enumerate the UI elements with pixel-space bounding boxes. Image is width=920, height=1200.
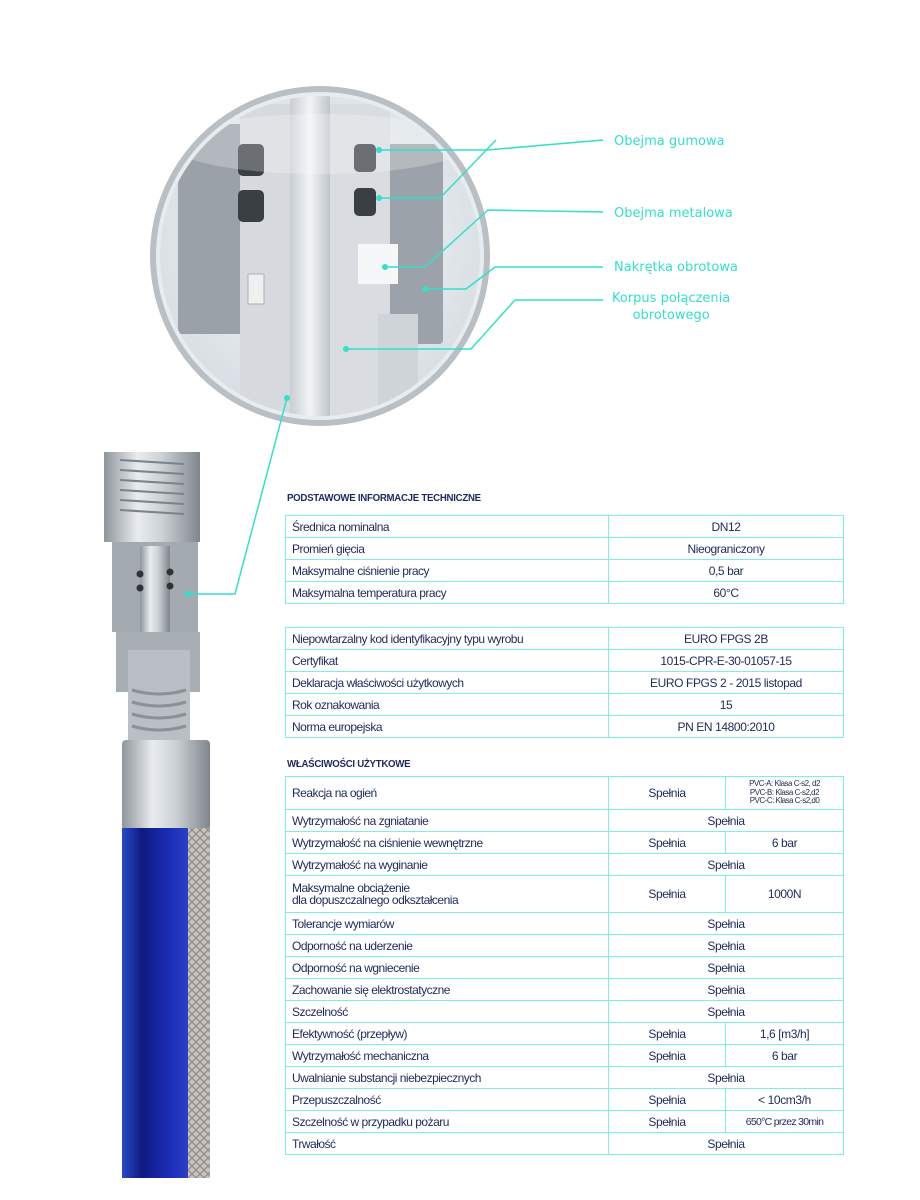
- row-value: 60°C: [609, 582, 844, 604]
- row-value: 1015-CPR-E-30-01057-15: [609, 650, 844, 672]
- row-detail: 6 bar: [726, 1045, 844, 1067]
- table-row: [286, 538, 844, 560]
- row-label: Norma europejska: [286, 716, 609, 738]
- section-title-basic-info: PODSTAWOWE INFORMACJE TECHNICZNE: [287, 492, 481, 504]
- row-label: Zachowanie się elektrostatyczne: [286, 979, 609, 1001]
- row-label: Reakcja na ogień: [286, 777, 609, 810]
- row-label: Uwalnianie substancji niebezpiecznych: [286, 1067, 609, 1089]
- row-value: 15: [609, 694, 844, 716]
- callout-metal-clamp: Obejma metalowa: [614, 206, 733, 221]
- table-row: [286, 672, 844, 694]
- row-label: Średnica nominalna: [286, 516, 609, 538]
- magnified-fitting-illustration: [148, 84, 492, 428]
- table-row: [286, 1111, 844, 1133]
- label-line: dla dopuszczalnego odkształcenia: [292, 893, 459, 907]
- table-row: [286, 979, 844, 1001]
- table-row: [286, 810, 844, 832]
- table-row: [286, 1133, 844, 1155]
- section-title-performance: WŁAŚCIWOŚCI UŻYTKOWE: [287, 758, 411, 770]
- row-value: Spełnia: [609, 876, 726, 913]
- row-value: PN EN 14800:2010: [609, 716, 844, 738]
- row-value: Spełnia: [609, 913, 844, 935]
- row-value: Spełnia: [609, 1045, 726, 1067]
- identification-table: [285, 627, 844, 738]
- row-label: Odporność na wgniecenie: [286, 957, 609, 979]
- row-label: Wytrzymałość na wyginanie: [286, 854, 609, 876]
- row-value: Spełnia: [609, 1111, 726, 1133]
- table-row: [286, 876, 844, 913]
- table-row: [286, 650, 844, 672]
- row-value: EURO FPGS 2 - 2015 listopad: [609, 672, 844, 694]
- table-row: [286, 854, 844, 876]
- row-label: Wytrzymałość na zgniatanie: [286, 810, 609, 832]
- row-label: Trwałość: [286, 1133, 609, 1155]
- row-value: Spełnia: [609, 1067, 844, 1089]
- row-value: Spełnia: [609, 979, 844, 1001]
- row-label: Tolerancje wymiarów: [286, 913, 609, 935]
- row-value: Spełnia: [609, 832, 726, 854]
- row-value: Spełnia: [609, 854, 844, 876]
- table-row: [286, 1045, 844, 1067]
- row-label: Promień gięcia: [286, 538, 609, 560]
- performance-table: [285, 776, 844, 1155]
- callout-swivel-nut: Nakrętka obrotowa: [614, 260, 738, 275]
- row-value: Spełnia: [609, 957, 844, 979]
- hose-illustration: [100, 450, 210, 1190]
- row-value: Spełnia: [609, 1089, 726, 1111]
- row-value: 0,5 bar: [609, 560, 844, 582]
- row-label: [286, 876, 609, 913]
- row-label: Przepuszczalność: [286, 1089, 609, 1111]
- detail-line: PVC-C: Klasa C-s2,d0: [749, 796, 820, 806]
- row-value: DN12: [609, 516, 844, 538]
- row-label: Deklaracja właściwości użytkowych: [286, 672, 609, 694]
- callout-swivel-body-line1: Korpus połączenia: [612, 291, 731, 306]
- row-label: Efektywność (przepływ): [286, 1023, 609, 1045]
- row-value: Nieograniczony: [609, 538, 844, 560]
- table-row: [286, 1023, 844, 1045]
- basic-info-table: [285, 515, 844, 604]
- callout-swivel-body-line2: obrotowego: [632, 308, 710, 323]
- row-label: Rok oznakowania: [286, 694, 609, 716]
- row-detail: 1000N: [726, 876, 844, 913]
- table-row: [286, 1089, 844, 1111]
- table-row: [286, 935, 844, 957]
- row-label: Maksymalne ciśnienie pracy: [286, 560, 609, 582]
- table-row: [286, 516, 844, 538]
- row-value: Spełnia: [609, 1001, 844, 1023]
- row-detail: 1,6 [m3/h]: [726, 1023, 844, 1045]
- row-label: Niepowtarzalny kod identyfikacyjny typu wyrobu: [286, 628, 609, 650]
- row-value: Spełnia: [609, 1023, 726, 1045]
- row-label: Szczelność w przypadku pożaru: [286, 1111, 609, 1133]
- row-label: Szczelność: [286, 1001, 609, 1023]
- row-label: Wytrzymałość mechaniczna: [286, 1045, 609, 1067]
- table-row: [286, 777, 844, 810]
- row-value: Spełnia: [609, 1133, 844, 1155]
- row-label: Certyfikat: [286, 650, 609, 672]
- table-row: [286, 560, 844, 582]
- table-row: [286, 1067, 844, 1089]
- table-row: [286, 957, 844, 979]
- row-detail: [726, 777, 844, 810]
- table-row: [286, 1001, 844, 1023]
- table-row: [286, 628, 844, 650]
- row-label: Odporność na uderzenie: [286, 935, 609, 957]
- callout-rubber-clamp: Obejma gumowa: [614, 134, 725, 149]
- table-row: [286, 913, 844, 935]
- detail-line: PVC-A: Klasa C-s2, d2: [749, 779, 820, 789]
- table-row: [286, 694, 844, 716]
- row-value: Spełnia: [609, 777, 726, 810]
- row-detail: 650°C przez 30min: [726, 1111, 844, 1133]
- label-line: Maksymalne obciążenie: [292, 881, 410, 895]
- row-value: Spełnia: [609, 810, 844, 832]
- row-label: Wytrzymałość na ciśnienie wewnętrzne: [286, 832, 609, 854]
- row-value: Spełnia: [609, 935, 844, 957]
- table-row: [286, 716, 844, 738]
- row-label: Maksymalna temperatura pracy: [286, 582, 609, 604]
- row-detail: < 10cm3/h: [726, 1089, 844, 1111]
- callout-swivel-body: [612, 290, 730, 324]
- detail-line: PVC-B: Klasa C-s2,d2: [749, 787, 820, 797]
- row-value: EURO FPGS 2B: [609, 628, 844, 650]
- table-row: [286, 582, 844, 604]
- row-detail: 6 bar: [726, 832, 844, 854]
- table-row: [286, 832, 844, 854]
